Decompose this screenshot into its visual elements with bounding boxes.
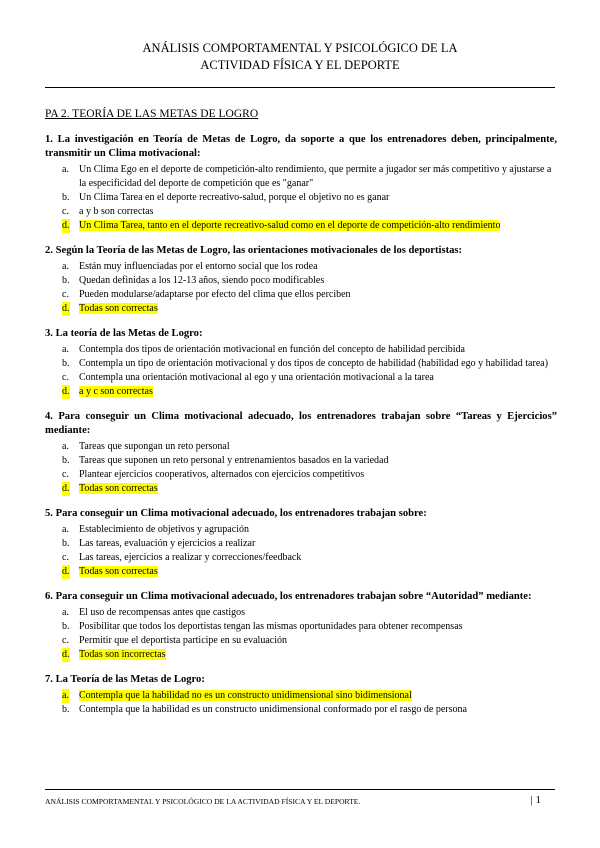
question-title: 4. Para conseguir un Clima motivacional adecuado, los entrenadores trabajan sobre “Tareas y Ejercicios” mediante: [45, 411, 557, 436]
option-text: a y c son correctas [79, 386, 153, 397]
option-text: Todas son incorrectas [79, 649, 166, 660]
option-text: Contempla una orientación motivacional al ego y una orientación motivacional a la tarea [79, 372, 434, 383]
option-text: Todas son correctas [79, 483, 158, 494]
option-letter: c. [62, 469, 69, 480]
answer-option [45, 288, 557, 302]
answer-option [45, 274, 557, 288]
option-text: Todas son correctas [79, 566, 158, 577]
answer-option [45, 357, 557, 371]
question-4 [45, 410, 557, 496]
answer-option [45, 634, 557, 648]
option-text: Contempla que la habilidad no es un constructo unidimensional sino bidimensional [79, 690, 412, 701]
option-letter: d. [62, 220, 70, 231]
question-title: 2. Según la Teoría de las Metas de Logro, las orientaciones motivacionales de los deportistas: [45, 245, 463, 256]
header-title-line-2: ACTIVIDAD FÍSICA Y EL DEPORTE [200, 58, 400, 72]
option-text: Posibilitar que todos los deportistas tengan las mismas oportunidades para obtener recompensas [79, 621, 463, 632]
question-5 [45, 507, 557, 579]
answer-option [45, 537, 557, 551]
option-text: Tareas que supongan un reto personal [79, 441, 230, 452]
option-letter: d. [62, 386, 70, 397]
option-letter: a. [62, 344, 69, 355]
option-text: Las tareas, ejercicios a realizar y correcciones/feedback [79, 552, 302, 563]
page-number: | 1 [530, 794, 541, 806]
question-title: 3. La teoría de las Metas de Logro: [45, 328, 203, 339]
footer-divider [45, 789, 555, 790]
question-7 [45, 673, 557, 717]
question-3 [45, 327, 557, 399]
option-letter: d. [62, 566, 70, 577]
answer-option [45, 343, 557, 357]
option-text: Contempla que la habilidad es un constructo unidimensional conformado por el rasgo de persona [79, 704, 467, 715]
option-letter: b. [62, 704, 70, 715]
section-title: PA 2. TEORÍA DE LAS METAS DE LOGRO [45, 108, 259, 120]
question-title: 5. Para conseguir un Clima motivacional adecuado, los entrenadores trabajan sobre: [45, 508, 427, 519]
option-letter: c. [62, 372, 69, 383]
option-text: Permitir que el deportista participe en su evaluación [79, 635, 287, 646]
option-letter: b. [62, 192, 70, 203]
option-text: Un Clima Ego en el deporte de competición-alto rendimiento, que permite a jugador ser más competitivo y ajustarse a la especificidad del deporte de competición que es "ganar" [79, 164, 552, 189]
option-text: Están muy influenciadas por el entorno social que los rodea [79, 261, 318, 272]
option-letter: a. [62, 441, 69, 452]
option-text: Quedan definidas a los 12-13 años, siendo poco modificables [79, 275, 325, 286]
question-title: 6. Para conseguir un Clima motivacional adecuado, los entrenadores trabajan sobre “Autoridad” mediante: [45, 591, 532, 602]
option-letter: c. [62, 552, 69, 563]
option-letter: d. [62, 483, 70, 494]
answer-option-highlighted [45, 482, 557, 496]
answer-option [45, 191, 557, 205]
question-1 [45, 133, 557, 233]
option-letter: a. [62, 261, 69, 272]
option-text: Contempla dos tipos de orientación motivacional en función del concepto de habilidad percibida [79, 344, 465, 355]
page-footer [45, 794, 555, 806]
option-letter: a. [62, 690, 69, 701]
answer-option [45, 371, 557, 385]
option-letter: b. [62, 455, 70, 466]
question-6 [45, 590, 557, 662]
option-text: Las tareas, evaluación y ejercicios a realizar [79, 538, 256, 549]
answer-option-highlighted [45, 648, 557, 662]
footer-text: ANÁLISIS COMPORTAMENTAL Y PSICOLÓGICO DE LA ACTIVIDAD FÍSICA Y EL DEPORTE. [45, 797, 361, 806]
option-letter: d. [62, 303, 70, 314]
option-letter: c. [62, 289, 69, 300]
question-2 [45, 244, 557, 316]
answer-option-highlighted [45, 385, 557, 399]
answer-option-highlighted [45, 565, 557, 579]
option-letter: a. [62, 164, 69, 175]
option-text: Todas son correctas [79, 303, 158, 314]
header-divider [45, 87, 555, 88]
option-text: Plantear ejercicios cooperativos, alternados con ejercicios competitivos [79, 469, 365, 480]
option-text: Contempla un tipo de orientación motivacional y dos tipos de concepto de habilidad (habilidad ego y habilidad tarea) [79, 358, 549, 369]
question-title: 7. La Teoría de las Metas de Logro: [45, 674, 205, 685]
option-letter: d. [62, 649, 70, 660]
answer-option [45, 205, 557, 219]
answer-option [45, 551, 557, 565]
option-text: Un Clima Tarea, tanto en el deporte recreativo-salud como en el deporte de competición-alto rendimiento [79, 220, 501, 231]
option-letter: a. [62, 524, 69, 535]
option-letter: b. [62, 538, 70, 549]
option-text: Pueden modularse/adaptarse por efecto del clima que ellos perciben [79, 289, 351, 300]
option-text: Un Clima Tarea en el deporte recreativo-salud, porque el objetivo no es ganar [79, 192, 390, 203]
option-letter: b. [62, 621, 70, 632]
answer-option-highlighted [45, 219, 557, 233]
answer-option-highlighted [45, 302, 557, 316]
answer-option [45, 523, 557, 537]
answer-option [45, 468, 557, 482]
answer-option [45, 163, 557, 191]
question-title: 1. La investigación en Teoría de Metas de Logro, da soporte a que los entrenadores deben, principalmente, transmitir un Clima motivacional: [45, 134, 557, 159]
answer-option [45, 260, 557, 274]
questions-list [45, 133, 557, 728]
option-text: Establecimiento de objetivos y agrupación [79, 524, 249, 535]
option-letter: a. [62, 607, 69, 618]
page-header [45, 40, 555, 74]
answer-option-highlighted [45, 689, 557, 703]
answer-option [45, 620, 557, 634]
option-letter: b. [62, 275, 70, 286]
answer-option [45, 703, 557, 717]
option-text: El uso de recompensas antes que castigos [79, 607, 246, 618]
option-letter: c. [62, 206, 69, 217]
option-letter: c. [62, 635, 69, 646]
answer-option [45, 440, 557, 454]
answer-option [45, 454, 557, 468]
header-title-line-1: ANÁLISIS COMPORTAMENTAL Y PSICOLÓGICO DE LA [142, 41, 458, 55]
option-text: Tareas que suponen un reto personal y entrenamientos basados en la variedad [79, 455, 389, 466]
answer-option [45, 606, 557, 620]
option-letter: b. [62, 358, 70, 369]
option-text: a y b son correctas [79, 206, 154, 217]
